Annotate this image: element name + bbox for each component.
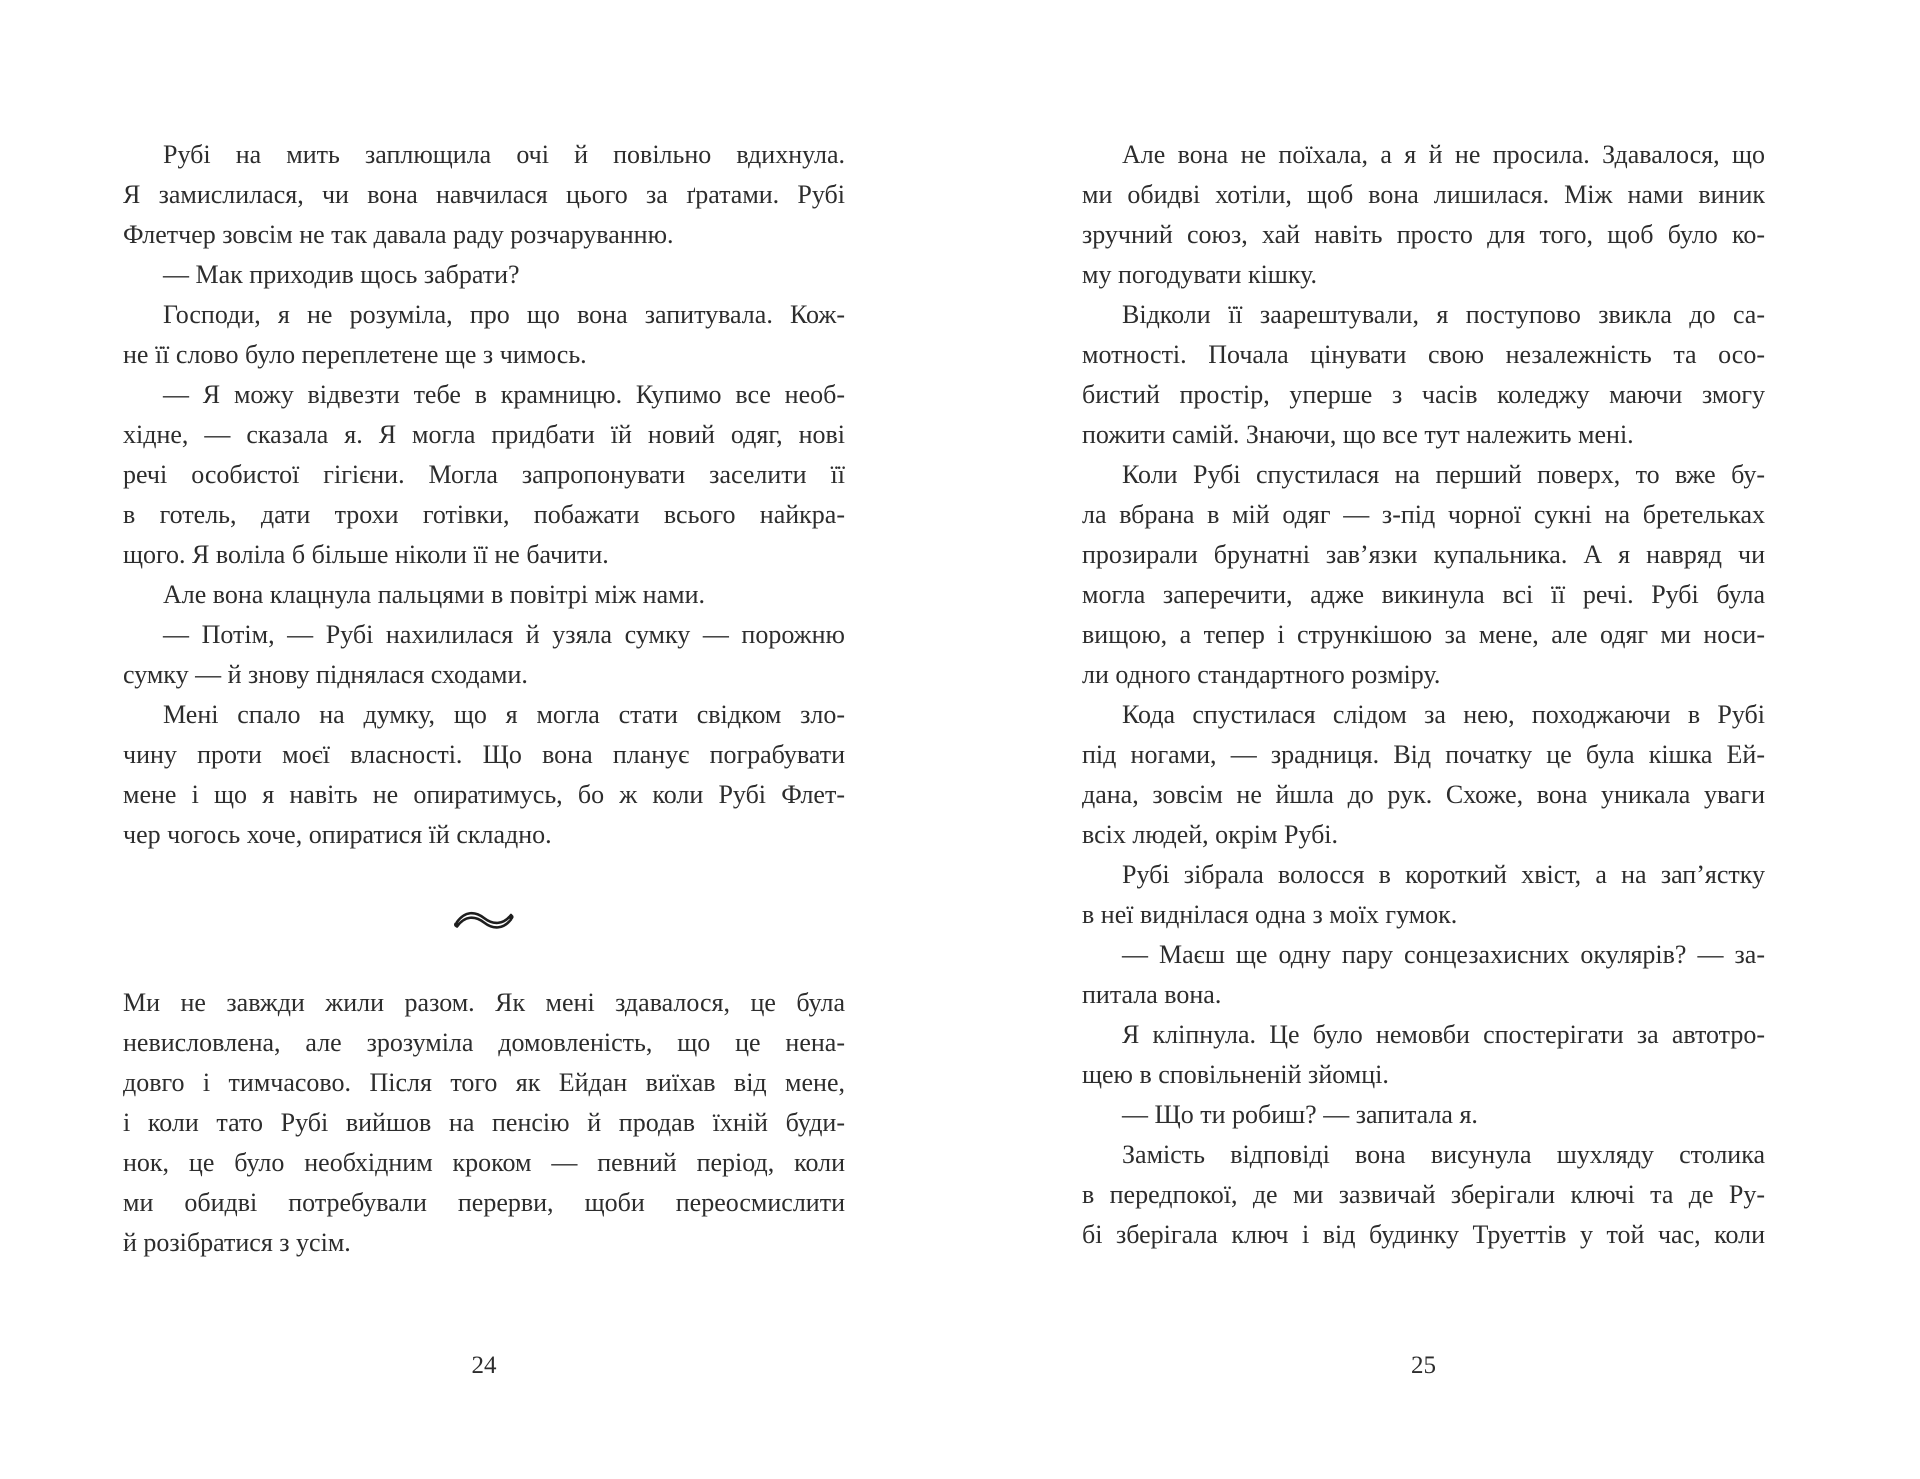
text-lines (123, 135, 845, 1263)
text-line: — Мак приходив щось забрати? (163, 260, 520, 289)
text-line: Господи, я не розуміла, про що вона запитувала. Кож- (163, 300, 845, 329)
text-line: могла заперечити, адже викинула всі її речі. Рубі була (1082, 580, 1765, 609)
section-divider (123, 855, 845, 983)
text-line: вищою, а тепер і стрункішою за мене, але одяг ми носи- (1082, 620, 1765, 649)
text-line: прозирали брунатні зав’язки купальника. А я навряд чи (1082, 540, 1765, 569)
text-line: ли одного стандартного розміру. (1082, 660, 1441, 689)
text-line: Коли Рубі спустилася на перший поверх, то вже бу- (1122, 460, 1765, 489)
text-line: невисловлена, але зрозуміла домовленість, що це нена- (123, 1028, 845, 1057)
text-line: чер чогось хоче, опиратися їй складно. (123, 820, 552, 849)
text-line: Замість відповіді вона висунула шухляду столика (1122, 1140, 1765, 1169)
text-line: — Що ти робиш? — запитала я. (1122, 1100, 1478, 1129)
text-line: Рубі на мить заплющила очі й повільно вдихнула. (163, 140, 845, 169)
text-line: зручний союз, хай навіть просто для того, щоб було ко- (1082, 220, 1765, 249)
text-line: всіх людей, окрім Рубі. (1082, 820, 1339, 849)
text-line: речі особистої гігієни. Могла запропонувати заселити її (123, 460, 845, 489)
text-line: — Маєш ще одну пару сонцезахисних окулярів? — за- (1122, 940, 1765, 969)
text-lines (1082, 135, 1765, 1255)
text-line: мене і що я навіть не опиратимусь, бо ж коли Рубі Флет- (123, 780, 845, 809)
text-line: нок, це було необхідним кроком — певний період, коли (123, 1148, 845, 1177)
text-line: Але вона не поїхала, а я й не просила. Здавалося, що (1122, 140, 1765, 169)
text-line: бі зберігала ключ і від будинку Труеттів у той час, коли (1082, 1220, 1765, 1249)
text-line: в передпокої, де ми зазвичай зберігали ключі та де Ру- (1082, 1180, 1765, 1209)
text-line: щого. Я воліла б більше ніколи її не бачити. (123, 540, 609, 569)
text-line: — Я можу відвезти тебе в крамницю. Купимо все необ- (163, 380, 845, 409)
text-line: ла вбрана в мій одяг — з-під чорної сукні на бретельках (1082, 500, 1765, 529)
text-line: пожити самій. Знаючи, що все тут належить мені. (1082, 420, 1634, 449)
text-line: Кода спустилася слідом за нею, походжаючи в Рубі (1122, 700, 1765, 729)
text-line: питала вона. (1082, 980, 1222, 1009)
page-left (123, 135, 845, 1263)
text-line: довго і тимчасово. Після того як Ейдан виїхав від мене, (123, 1068, 845, 1097)
text-line: мотності. Почала цінувати свою незалежність та осо- (1082, 340, 1765, 369)
text-line: і коли тато Рубі вийшов на пенсію й продав їхній буди- (123, 1108, 845, 1137)
text-line: му погодувати кішку. (1082, 260, 1317, 289)
text-line: щею в сповільненій зйомці. (1082, 1060, 1389, 1089)
page-right (1082, 135, 1765, 1255)
text-line: Я кліпнула. Це було немовби спостерігати за автотро- (1122, 1020, 1765, 1049)
text-line: Але вона клацнула пальцями в повітрі між нами. (163, 580, 706, 609)
text-line: сумку — й знову піднялася сходами. (123, 660, 528, 689)
text-line: Я замислилася, чи вона навчилася цього за ґратами. Рубі (123, 180, 845, 209)
text-line: під ногами, — зрадниця. Від початку це була кішка Ей- (1082, 740, 1765, 769)
text-line: Ми не завжди жили разом. Як мені здавалося, це була (123, 988, 845, 1017)
text-line: бистий простір, уперше з часів коледжу маючи змогу (1082, 380, 1765, 409)
text-line: хідне, — сказала я. Я могла придбати їй новий одяг, нові (123, 420, 845, 449)
text-line: ми обидві хотіли, щоб вона лишилася. Між нами виник (1082, 180, 1765, 209)
text-line: Рубі зібрала волосся в короткий хвіст, а на зап’ястку (1122, 860, 1765, 889)
text-line: — Потім, — Рубі нахилилася й узяла сумку — порожню (163, 620, 845, 649)
text-line: Відколи її заарештували, я поступово звикла до са- (1122, 300, 1765, 329)
text-line: ми обидві потребували перерви, щоби переосмислити (123, 1188, 845, 1217)
text-line: в готель, дати трохи готівки, побажати всього найкра- (123, 500, 845, 529)
text-line: чину проти моєї власності. Що вона планує пограбувати (123, 740, 845, 769)
section-divider-icon (452, 906, 516, 932)
text-line: дана, зовсім не йшла до рук. Схоже, вона уникала уваги (1082, 780, 1765, 809)
page-number-right: 25 (1411, 1352, 1436, 1379)
text-line: не її слово було переплетене ще з чимось. (123, 340, 587, 369)
text-line: Флетчер зовсім не так давала раду розчаруванню. (123, 220, 674, 249)
text-line: й розібратися з усім. (123, 1228, 351, 1257)
text-line: в неї виднілася одна з моїх гумок. (1082, 900, 1458, 929)
text-line: Мені спало на думку, що я могла стати свідком зло- (163, 700, 845, 729)
page-number-left: 24 (471, 1352, 497, 1379)
